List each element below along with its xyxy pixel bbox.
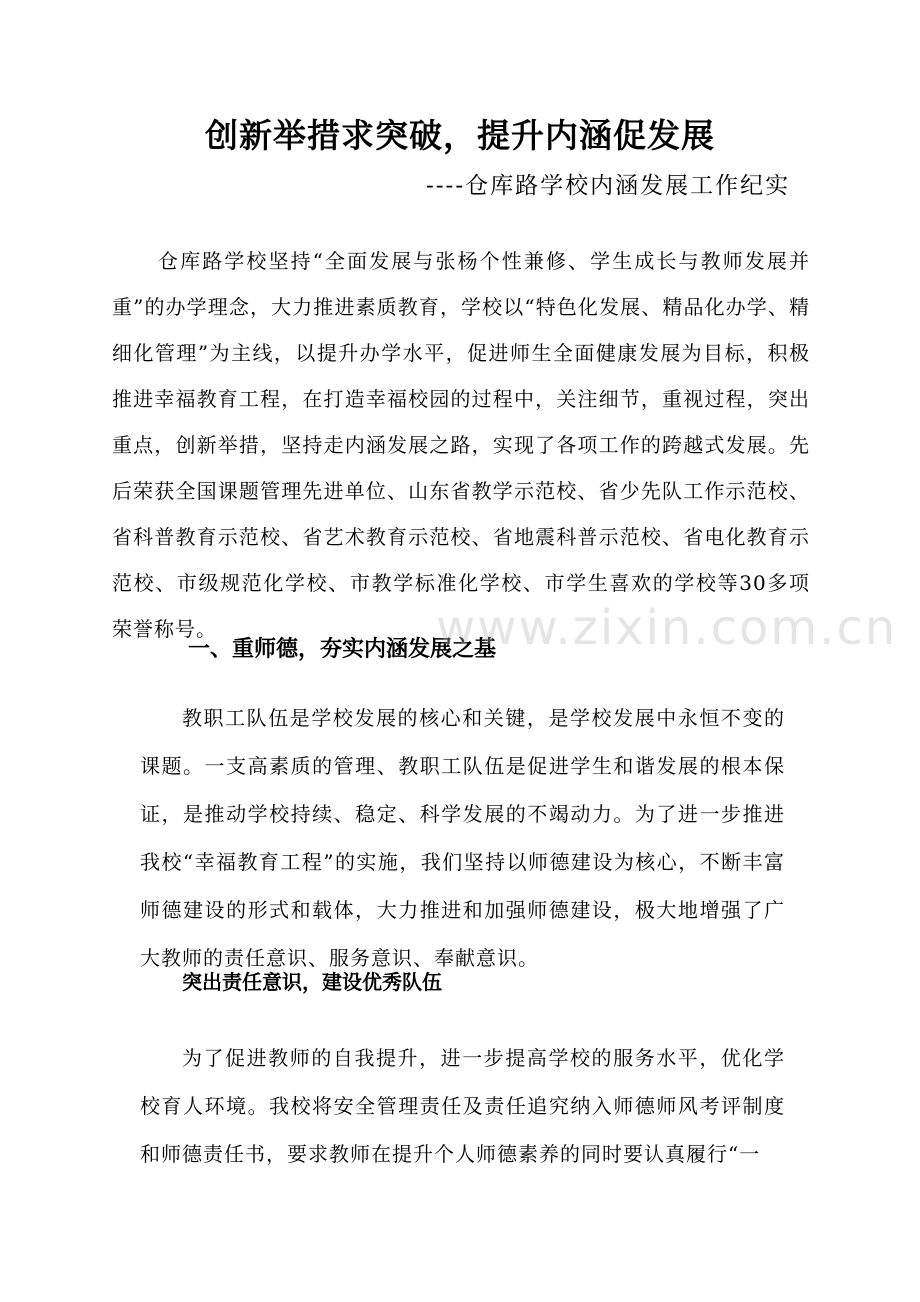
- page-title: 创新举措求突破，提升内涵促发展: [205, 116, 715, 155]
- watermark: www.zixin.com.cn: [436, 600, 898, 656]
- page-subtitle: ----仓库路学校内涵发展工作纪实: [426, 173, 791, 199]
- section-heading-1: 一、重师德，夯实内涵发展之基: [188, 637, 497, 662]
- subsection-heading: 突出责任意识，建设优秀队伍: [182, 970, 442, 994]
- subsection-paragraph: 为了促进教师的自我提升，进一步提高学校的服务水平，优化学校育人环境。我校将安全管理责任及责任追究纳入师德师风考评制度和师德责任书，要求教师在提升个人师德素养的同时要认真履行“一: [140, 1046, 785, 1166]
- intro-paragraph: 仓库路学校坚持“全面发展与张杨个性兼修、学生成长与教师发展并重”的办学理念，大力推进素质教育，学校以“特色化发展、精品化办学、精细化管理”为主线，以提升办学水平，促进师生全面健康发展为目标，积极推进幸福教育工程，在打造幸福校园的过程中，关注细节，重视过程，突出重点，创新举措，坚持走内涵发展之路，实现了各项工作的跨越式发展。先后荣获全国课题管理先进单位、山东省教学示范校、省少先队工作示范校、省科普教育示范校、省艺术教育示范校、省地震科普示范校、省电化教育示范校、市级规范化学校、市教学标准化学校、市学生喜欢的学校等30多项荣誉称号。: [112, 249, 810, 641]
- section-1-paragraph: 教职工队伍是学校发展的核心和关键，是学校发展中永恒不变的课题。一支高素质的管理、教职工队伍是促进学生和谐发展的根本保证，是推动学校持续、稳定、科学发展的不竭动力。为了进一步推进我校“幸福教育工程”的实施，我们坚持以师德建设为核心，不断丰富师德建设的形式和载体，大力推进和加强师德建设，极大地增强了广大教师的责任意识、服务意识、奉献意识。: [140, 706, 785, 970]
